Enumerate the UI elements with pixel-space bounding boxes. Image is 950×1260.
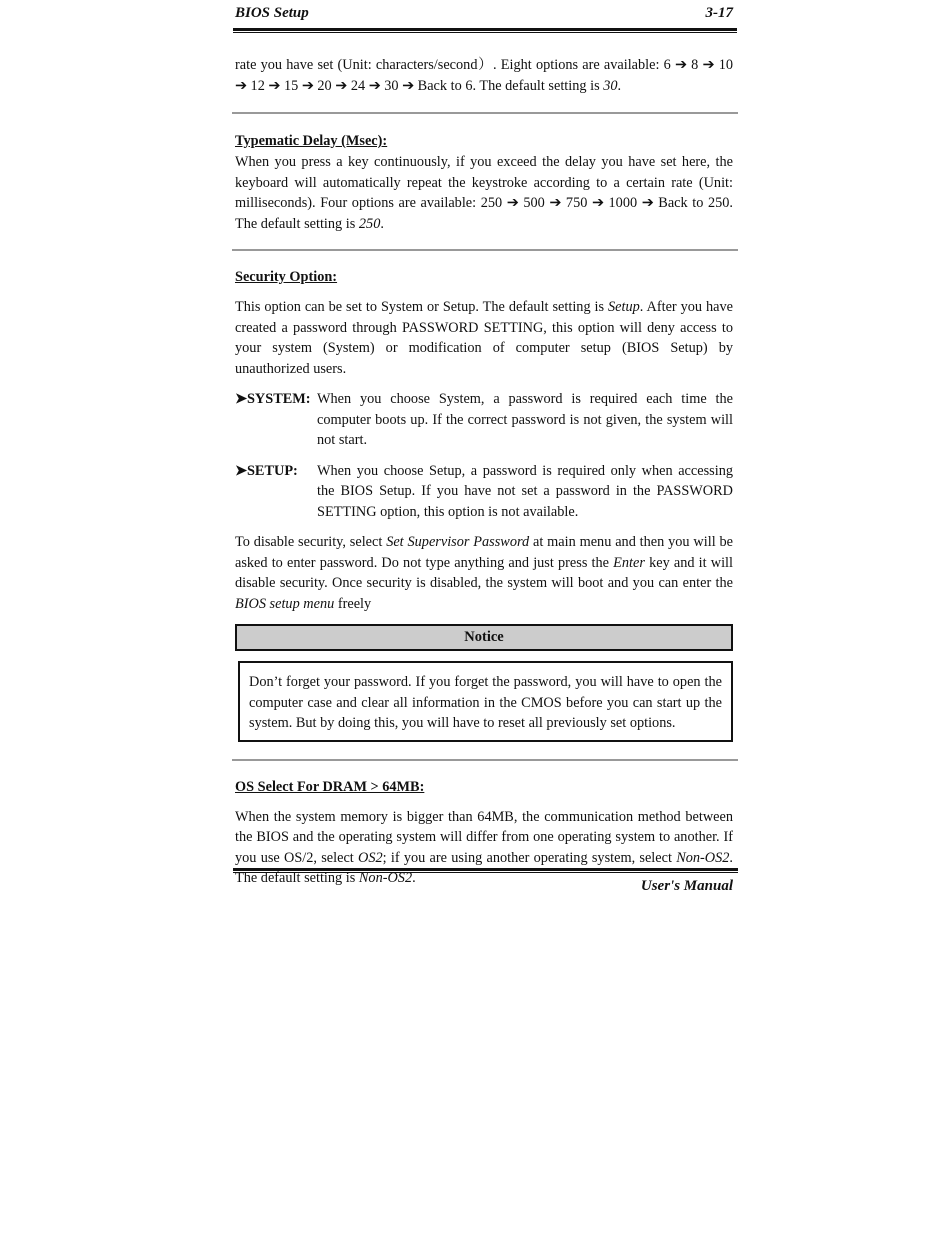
typematic-delay-end: . — [380, 215, 384, 232]
disable-em-bios-menu: BIOS setup menu — [235, 595, 335, 612]
security-intro-text-a: This option can be set to System or Setup. The default setting is — [235, 299, 609, 315]
typematic-rate-text: rate you have set (Unit: characters/second）. Eight options are available: 6 ➔ 8 ➔ 10 ➔ 12 ➔ 15 ➔ 20 ➔ 24 ➔ 30 ➔ Back to 6. The default setting is — [235, 57, 733, 94]
security-option-heading: Security Option: — [235, 269, 338, 285]
security-intro-text-b: . After you have created a password through PASSWORD SETTING, this option will deny access to your system (System) or modification of computer setup (BIOS Setup) by unauthorized users. — [235, 299, 733, 377]
os-select-text-b: ; if you are using another operating system, select — [382, 849, 677, 866]
header-title: BIOS Setup — [235, 5, 309, 21]
setup-option-description: When you choose Setup, a password is required only when accessing the BIOS Setup. If you have not set a password in the PASSWORD SETTING option, this option is not available. — [317, 462, 733, 520]
footer-manual-title: User's Manual — [640, 878, 733, 894]
disable-security-paragraph — [235, 532, 733, 614]
os-select-text-a: When the system memory is bigger than 64MB, the communication method between the BIOS and the operating system will differ from one operating system to another. If you use OS/2, select — [235, 808, 733, 866]
typematic-delay-text: When you press a key continuously, if you exceed the delay you have set here, the keyboard will automatically repeat the keystroke according to a certain rate (Unit: milliseconds). Four options are available: 250 ➔ 500 ➔ 750 ➔ 1000 ➔ Back to 250. The default setting is — [235, 154, 733, 232]
security-intro-paragraph — [235, 297, 733, 379]
os-select-text-c: . The default setting is — [235, 849, 733, 886]
footer-rule — [233, 868, 738, 873]
disable-text-c: key and it will disable security. Once security is disabled, the system will boot and you can enter the — [235, 554, 733, 591]
os-select-em-non-os2: Non-OS2 — [676, 849, 730, 866]
setup-option-term: ➤SETUP: — [235, 462, 298, 479]
typematic-delay-paragraph — [235, 152, 733, 234]
setup-option-item — [235, 461, 733, 523]
typematic-delay-heading: Typematic Delay (Msec): — [235, 133, 388, 149]
os-select-heading: OS Select For DRAM > 64MB: — [235, 778, 425, 795]
system-option-term: ➤SYSTEM: — [235, 391, 311, 407]
system-option-item — [235, 389, 733, 451]
typematic-delay-default: 250 — [358, 215, 381, 232]
disable-text-a: To disable security, select — [235, 534, 387, 550]
manual-page — [233, 0, 737, 889]
disable-text-d: freely — [334, 595, 372, 612]
page-number: 3-17 — [705, 5, 733, 21]
page-header — [233, 4, 737, 28]
security-intro-default: Setup — [608, 299, 640, 315]
os-select-text-d: . — [412, 870, 416, 886]
system-option-description: When you choose System, a password is required each time the computer boots up. If the correct password is not given, the system will not start. — [317, 391, 733, 448]
disable-em-supervisor: Set Supervisor Password — [386, 534, 530, 550]
notice-box: Don’t forget your password. If you forget the password, you will have to open the computer case and clear all information in the CMOS before you can start up the system. But by doing this, you will have to reset all previously set options. — [238, 661, 733, 742]
typematic-rate-paragraph — [235, 55, 733, 96]
os-select-paragraph — [235, 807, 733, 889]
typematic-rate-end: . — [617, 77, 622, 94]
disable-text-b: at main menu and then you will be asked to enter password. Do not type anything and just press the — [235, 534, 733, 571]
typematic-rate-default: 30 — [603, 77, 618, 94]
os-select-em-os2: OS2 — [358, 849, 383, 866]
notice-title-bar: Notice — [235, 624, 733, 651]
os-select-em-default: Non-OS2 — [358, 870, 413, 886]
disable-em-enter: Enter — [613, 554, 645, 571]
